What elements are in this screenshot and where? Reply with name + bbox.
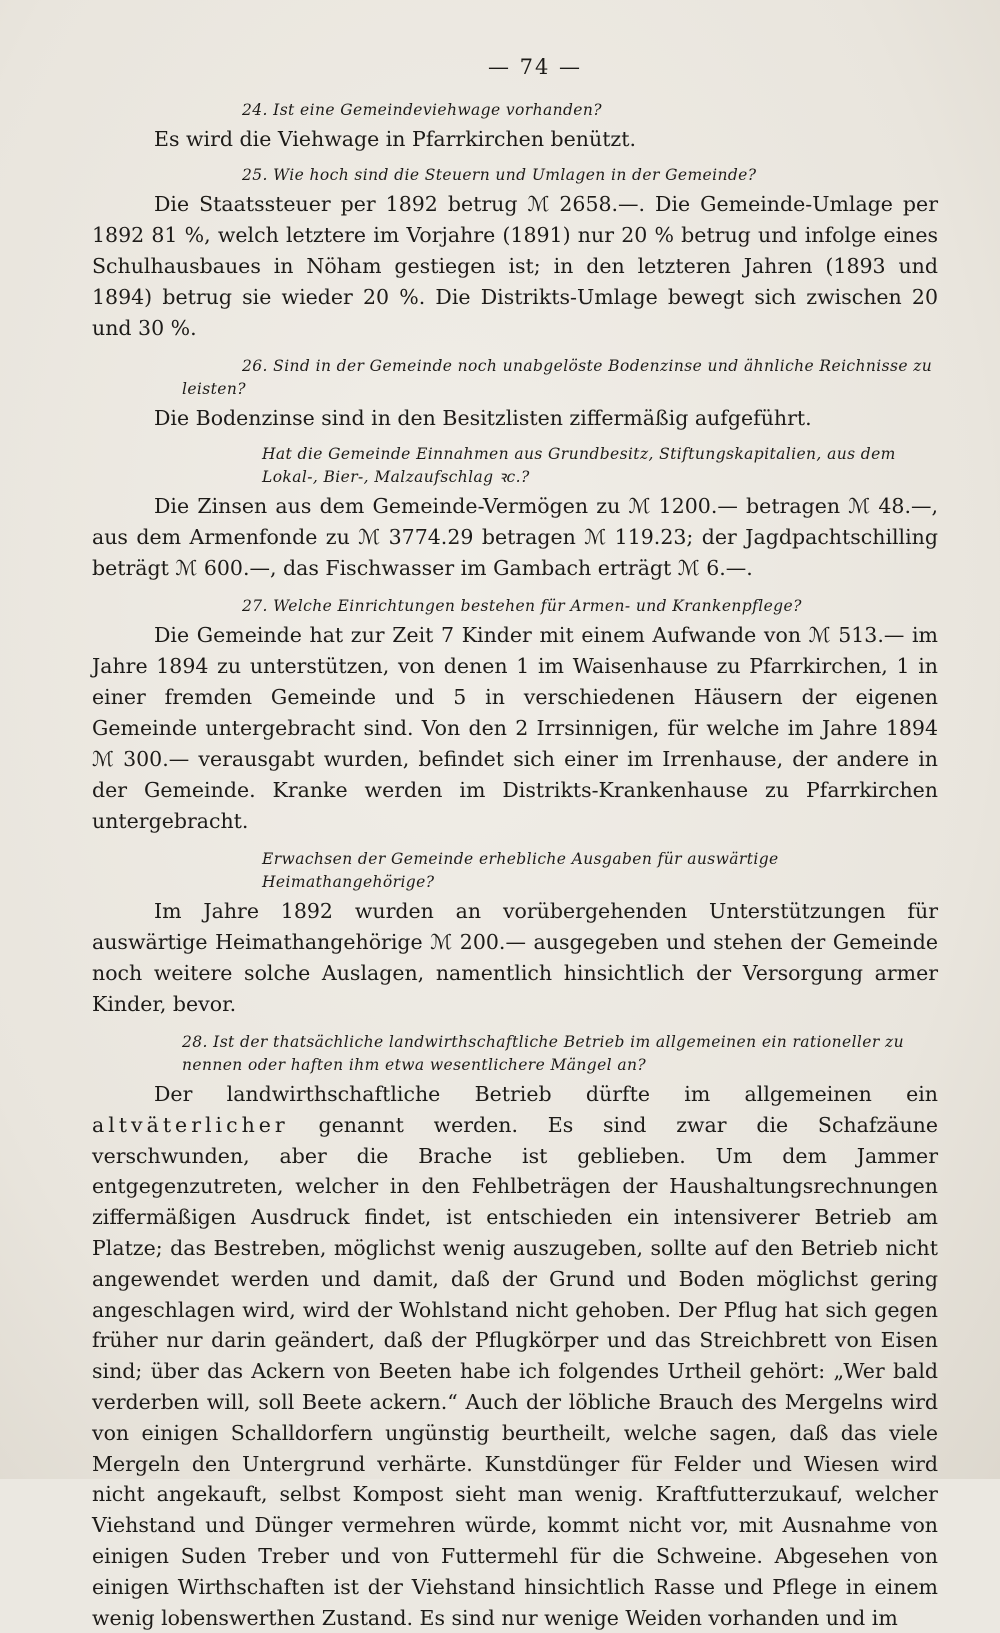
answer-25: Die Staatssteuer per 1892 betrug ℳ 2658.—. Die Gemeinde-Umlage per 1892 81 %, welch letztere im Vorjahre (1891) nur 20 % betrug und infolge eines Schulhausbaues in Nöham gestiegen ist; in den letzteren Jahren (1893 und 1894) betrug sie wieder 20 %. Die Distrikts-Umlage bewegt sich zwischen 20 und 30 %. (92, 192, 938, 340)
answer-28-rest: genannt werden. Es sind zwar die Schafzäune verschwunden, aber die Brache ist geblieben. Um dem Jammer entgegenzutreten, welcher in den Fehlbeträgen der Haushaltungsrechnungen ziffermäßigen Ausdruck findet, ist entschieden ein intensiverer Betrieb am Platze; das Bestreben, möglichst wenig auszugeben, sollte auf den Betrieb nicht angewendet werden und damit, daß der Grund und Boden möglichst gering angeschlagen wird, wird der Wohlstand nicht gehoben. Der Pflug hat sich gegen früher nur darin geändert, daß der Pflugkörper und das Streichbrett von Eisen sind; über das Ackern von Beeten habe ich folgendes Urtheil gehört: „Wer bald verderben will, soll Beete ackern.“ Auch der löbliche Brauch des Mergelns wird von einigen Schalldorfern ungünstig beurtheilt, welche sagen, daß das viele Mergeln den Untergrund verhärte. Kunstdünger für Felder und Wiesen wird nicht angekauft, selbst Kompost sieht man wenig. Kraftfutterzukauf, welcher Viehstand und Dünger vermehren würde, kommt nicht vor, mit Ausnahme von einigen Suden Treber und von Futtermehl für die Schweine. Abgesehen von einigen Wirthschaften ist der Viehstand hinsichtlich Rasse und Pflege in einem wenig lobenswerthen Zustand. Es sind nur wenige Weiden vorhanden und im (92, 1112, 938, 1630)
question-27-expenses: Erwachsen der Gemeinde erhebliche Ausgaben für auswärtige Heimathangehörige? (262, 850, 779, 891)
question-28: 28. Ist der thatsächliche landwirthschaftliche Betrieb im allgemeinen ein rationeller zu nennen oder haften ihm etwa wesentlichere Mängel an? (182, 1033, 904, 1074)
page-number: — 74 — (487, 55, 583, 79)
question-27: 27. Welche Einrichtungen bestehen für Armen- und Krankenpflege? (242, 597, 802, 615)
answer-27-expenses: Im Jahre 1892 wurden an vorübergehenden Unterstützungen für auswärtige Heimathangehörige ℳ 200.— ausgegeben und stehen der Gemeinde noch weitere solche Auslagen, namentlich hinsichtlich der Versorgung armer Kinder, bevor. (92, 899, 938, 1016)
answer-27: Die Gemeinde hat zur Zeit 7 Kinder mit einem Aufwande von ℳ 513.— im Jahre 1894 zu unterstützen, von denen 1 im Waisenhause zu Pfarrkirchen, 1 in einer fremden Gemeinde und 5 in verschiedenen Häusern der eigenen Gemeinde untergebracht sind. Von den 2 Irrsinnigen, für welche im Jahre 1894 ℳ 300.— verausgabt wurden, befindet sich einer im Irrenhause, der andere in der Gemeinde. Kranke werden im Distrikts-Krankenhause zu Pfarrkirchen untergebracht. (92, 623, 938, 833)
answer-24: Es wird die Viehwage in Pfarrkirchen benützt. (154, 127, 636, 151)
question-26-income: Hat die Gemeinde Einnahmen aus Grundbesitz, Stiftungskapitalien, aus dem Lokal-, Bier-, Malzaufschlag ꝛc.? (262, 445, 896, 486)
question-26: 26. Sind in der Gemeinde noch unabgelöste Bodenzinse und ähnliche Reichnisse zu leisten? (182, 357, 933, 398)
answer-28 (92, 1079, 938, 1633)
answer-28-start: Der landwirthschaftliche Betrieb dürfte im allgemeinen ein (154, 1082, 938, 1106)
question-24: 24. Ist eine Gemeindeviehwage vorhanden? (242, 101, 602, 119)
answer-26: Die Bodenzinse sind in den Besitzlisten ziffermäßig aufgeführt. (154, 406, 812, 430)
answer-28-emphasis: altväterlicher (92, 1112, 289, 1137)
answer-26-income: Die Zinsen aus dem Gemeinde-Vermögen zu ℳ 1200.— betragen ℳ 48.—, aus dem Armenfonde zu ℳ 3774.29 betragen ℳ 119.23; der Jagdpachtschilling beträgt ℳ 600.—, das Fischwasser im Gambach erträgt ℳ 6.—. (92, 494, 938, 580)
question-25: 25. Wie hoch sind die Steuern und Umlagen in der Gemeinde? (242, 166, 757, 184)
